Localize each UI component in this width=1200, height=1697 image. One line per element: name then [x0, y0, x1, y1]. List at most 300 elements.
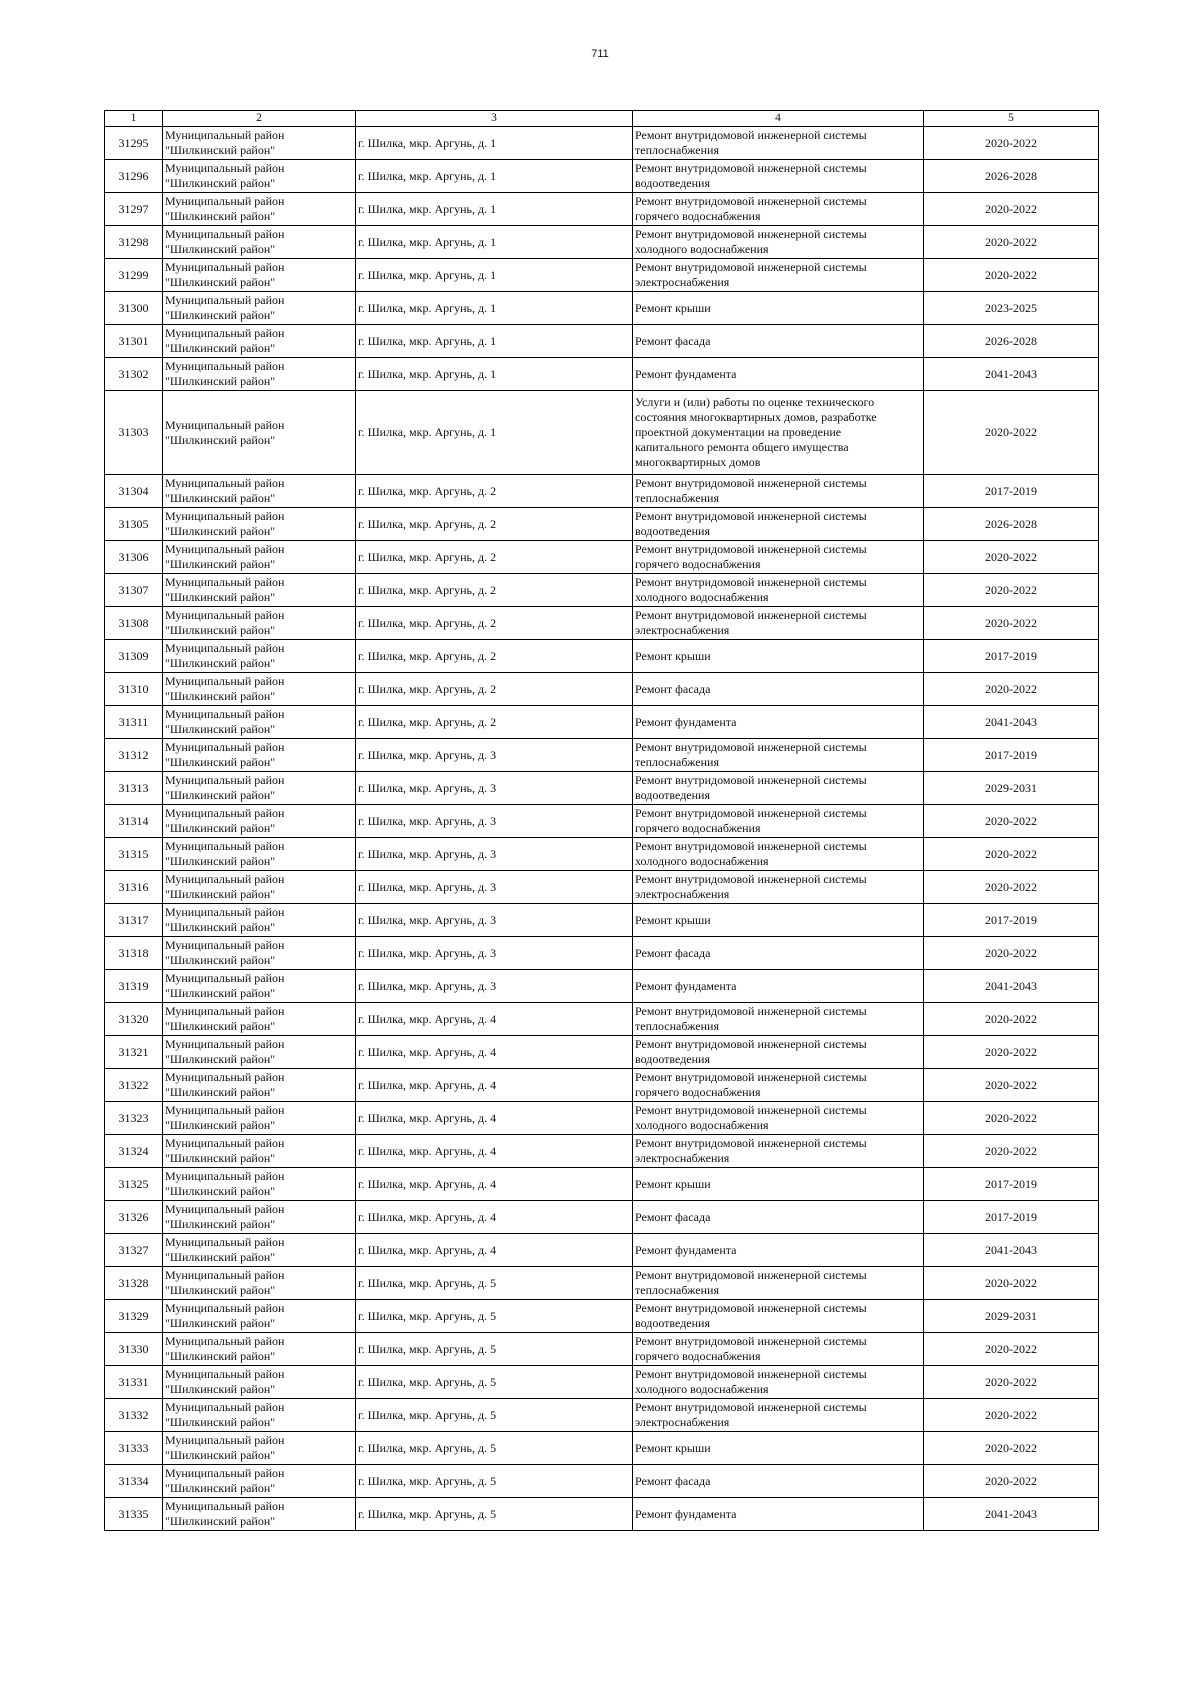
table-row	[105, 325, 1099, 358]
row-number-cell: 31315	[105, 838, 163, 871]
municipality-line: "Шилкинский район"	[165, 623, 276, 637]
work-type-line: Ремонт фундамента	[635, 1506, 737, 1521]
municipality-cell	[163, 1498, 356, 1531]
period-cell: 2026-2028	[924, 160, 1099, 193]
row-number-cell: 31309	[105, 640, 163, 673]
table-row	[105, 226, 1099, 259]
work-type-cell	[633, 193, 924, 226]
row-number-cell: 31317	[105, 904, 163, 937]
municipality-line: "Шилкинский район"	[165, 1052, 276, 1066]
row-number-cell: 31325	[105, 1168, 163, 1201]
municipality-line: "Шилкинский район"	[165, 1184, 276, 1198]
address-cell: г. Шилка, мкр. Аргунь, д. 3	[356, 739, 633, 772]
work-type-line: Ремонт фасада	[635, 1209, 711, 1224]
municipality-line: "Шилкинский район"	[165, 1316, 276, 1330]
work-type-line: Ремонт фасада	[635, 681, 711, 696]
address-cell: г. Шилка, мкр. Аргунь, д. 1	[356, 391, 633, 475]
table-row	[105, 904, 1099, 937]
period-cell: 2041-2043	[924, 1498, 1099, 1531]
municipality-line: "Шилкинский район"	[165, 1349, 276, 1363]
address-cell: г. Шилка, мкр. Аргунь, д. 2	[356, 706, 633, 739]
period-cell: 2020-2022	[924, 1135, 1099, 1168]
column-header-3: 3	[356, 111, 633, 127]
work-type-line: состояния многоквартирных домов, разработке	[635, 410, 877, 424]
work-type-line: водоотведения	[635, 1316, 710, 1330]
municipality-line: "Шилкинский район"	[165, 1514, 276, 1528]
row-number-cell: 31316	[105, 871, 163, 904]
municipality-line: "Шилкинский район"	[165, 242, 276, 256]
municipality-line: Муниципальный район	[165, 1103, 285, 1117]
municipality-line: "Шилкинский район"	[165, 1415, 276, 1429]
work-type-cell	[633, 1366, 924, 1399]
work-type-line: Ремонт внутридомовой инженерной системы	[635, 608, 867, 622]
work-type-cell	[633, 1102, 924, 1135]
municipality-cell	[163, 1432, 356, 1465]
municipality-line: "Шилкинский район"	[165, 854, 276, 868]
work-type-line: электроснабжения	[635, 275, 730, 289]
period-cell: 2020-2022	[924, 541, 1099, 574]
work-type-line: Ремонт внутридомовой инженерной системы	[635, 839, 867, 853]
period-cell: 2017-2019	[924, 739, 1099, 772]
municipality-line: Муниципальный район	[165, 476, 285, 490]
municipality-line: Муниципальный район	[165, 773, 285, 787]
period-cell: 2017-2019	[924, 1168, 1099, 1201]
work-type-cell	[633, 1432, 924, 1465]
municipality-line: "Шилкинский район"	[165, 656, 276, 670]
row-number-cell: 31329	[105, 1300, 163, 1333]
municipality-cell	[163, 391, 356, 475]
work-type-line: электроснабжения	[635, 1151, 730, 1165]
municipality-line: Муниципальный район	[165, 1433, 285, 1447]
address-cell: г. Шилка, мкр. Аргунь, д. 3	[356, 838, 633, 871]
municipality-cell	[163, 640, 356, 673]
table-body	[105, 111, 1099, 1531]
work-type-cell	[633, 1300, 924, 1333]
period-cell: 2020-2022	[924, 1465, 1099, 1498]
work-type-line: холодного водоснабжения	[635, 854, 769, 868]
work-type-cell	[633, 1036, 924, 1069]
address-cell: г. Шилка, мкр. Аргунь, д. 4	[356, 1201, 633, 1234]
work-type-line: холодного водоснабжения	[635, 1382, 769, 1396]
row-number-cell: 31306	[105, 541, 163, 574]
work-type-line: электроснабжения	[635, 1415, 730, 1429]
table-row	[105, 127, 1099, 160]
address-cell: г. Шилка, мкр. Аргунь, д. 4	[356, 1003, 633, 1036]
municipality-line: Муниципальный район	[165, 740, 285, 754]
municipality-line: Муниципальный район	[165, 260, 285, 274]
municipality-cell	[163, 739, 356, 772]
municipality-cell	[163, 226, 356, 259]
municipality-line: Муниципальный район	[165, 707, 285, 721]
address-cell: г. Шилка, мкр. Аргунь, д. 1	[356, 292, 633, 325]
municipality-cell	[163, 607, 356, 640]
row-number-cell: 31295	[105, 127, 163, 160]
table-row	[105, 1168, 1099, 1201]
municipality-line: Муниципальный район	[165, 674, 285, 688]
municipality-line: Муниципальный район	[165, 1499, 285, 1513]
address-cell: г. Шилка, мкр. Аргунь, д. 5	[356, 1267, 633, 1300]
work-type-cell	[633, 292, 924, 325]
municipality-line: Муниципальный район	[165, 194, 285, 208]
row-number-cell: 31318	[105, 937, 163, 970]
period-cell: 2017-2019	[924, 904, 1099, 937]
period-cell: 2023-2025	[924, 292, 1099, 325]
work-type-cell	[633, 1201, 924, 1234]
work-type-line: многоквартирных домов	[635, 455, 761, 469]
municipality-line: Муниципальный район	[165, 1202, 285, 1216]
row-number-cell: 31324	[105, 1135, 163, 1168]
municipality-cell	[163, 904, 356, 937]
work-type-cell	[633, 838, 924, 871]
municipality-cell	[163, 508, 356, 541]
municipality-line: Муниципальный район	[165, 575, 285, 589]
work-type-cell	[633, 607, 924, 640]
work-type-line: Ремонт внутридомовой инженерной системы	[635, 542, 867, 556]
work-type-line: Ремонт внутридомовой инженерной системы	[635, 1268, 867, 1282]
address-cell: г. Шилка, мкр. Аргунь, д. 5	[356, 1366, 633, 1399]
table-row	[105, 358, 1099, 391]
address-cell: г. Шилка, мкр. Аргунь, д. 1	[356, 259, 633, 292]
period-cell: 2020-2022	[924, 574, 1099, 607]
table-row	[105, 1003, 1099, 1036]
table-row	[105, 1201, 1099, 1234]
municipality-line: Муниципальный район	[165, 509, 285, 523]
row-number-cell: 31319	[105, 970, 163, 1003]
work-type-line: Ремонт внутридомовой инженерной системы	[635, 128, 867, 142]
table-row	[105, 1069, 1099, 1102]
municipality-line: Муниципальный район	[165, 1169, 285, 1183]
work-type-line: Ремонт крыши	[635, 1176, 711, 1191]
table-row	[105, 1465, 1099, 1498]
address-cell: г. Шилка, мкр. Аргунь, д. 3	[356, 805, 633, 838]
row-number-cell: 31305	[105, 508, 163, 541]
municipality-line: "Шилкинский район"	[165, 1019, 276, 1033]
work-type-cell	[633, 1333, 924, 1366]
municipality-line: "Шилкинский район"	[165, 209, 276, 223]
work-type-line: горячего водоснабжения	[635, 821, 761, 835]
work-type-cell	[633, 1168, 924, 1201]
municipality-line: Муниципальный район	[165, 542, 285, 556]
address-cell: г. Шилка, мкр. Аргунь, д. 5	[356, 1300, 633, 1333]
column-header-2: 2	[163, 111, 356, 127]
municipality-cell	[163, 1201, 356, 1234]
row-number-cell: 31304	[105, 475, 163, 508]
address-cell: г. Шилка, мкр. Аргунь, д. 5	[356, 1333, 633, 1366]
work-type-line: Ремонт внутридомовой инженерной системы	[635, 1301, 867, 1315]
municipality-line: Муниципальный район	[165, 1301, 285, 1315]
work-type-cell	[633, 508, 924, 541]
municipality-cell	[163, 475, 356, 508]
period-cell: 2020-2022	[924, 1333, 1099, 1366]
period-cell: 2020-2022	[924, 1069, 1099, 1102]
table-row	[105, 1234, 1099, 1267]
municipality-line: "Шилкинский район"	[165, 1118, 276, 1132]
row-number-cell: 31320	[105, 1003, 163, 1036]
table-row	[105, 1102, 1099, 1135]
municipality-line: Муниципальный район	[165, 1136, 285, 1150]
row-number-cell: 31334	[105, 1465, 163, 1498]
work-type-line: горячего водоснабжения	[635, 209, 761, 223]
row-number-cell: 31300	[105, 292, 163, 325]
address-cell: г. Шилка, мкр. Аргунь, д. 1	[356, 226, 633, 259]
work-type-cell	[633, 541, 924, 574]
municipality-line: "Шилкинский район"	[165, 491, 276, 505]
municipality-line: "Шилкинский район"	[165, 176, 276, 190]
work-type-cell	[633, 1069, 924, 1102]
municipality-line: "Шилкинский район"	[165, 1085, 276, 1099]
address-cell: г. Шилка, мкр. Аргунь, д. 4	[356, 1135, 633, 1168]
period-cell: 2041-2043	[924, 358, 1099, 391]
work-type-line: Ремонт внутридомовой инженерной системы	[635, 476, 867, 490]
municipality-line: Муниципальный район	[165, 971, 285, 985]
address-cell: г. Шилка, мкр. Аргунь, д. 2	[356, 541, 633, 574]
work-type-line: Ремонт внутридомовой инженерной системы	[635, 1004, 867, 1018]
work-type-line: Ремонт внутридомовой инженерной системы	[635, 161, 867, 175]
work-type-cell	[633, 871, 924, 904]
address-cell: г. Шилка, мкр. Аргунь, д. 3	[356, 970, 633, 1003]
work-type-line: холодного водоснабжения	[635, 1118, 769, 1132]
work-type-cell	[633, 904, 924, 937]
table-row	[105, 541, 1099, 574]
address-cell: г. Шилка, мкр. Аргунь, д. 2	[356, 673, 633, 706]
work-type-line: Услуги и (или) работы по оценке технического	[635, 395, 875, 409]
row-number-cell: 31326	[105, 1201, 163, 1234]
work-type-line: Ремонт внутридомовой инженерной системы	[635, 260, 867, 274]
address-cell: г. Шилка, мкр. Аргунь, д. 5	[356, 1498, 633, 1531]
work-type-cell	[633, 574, 924, 607]
work-type-line: водоотведения	[635, 524, 710, 538]
municipality-cell	[163, 193, 356, 226]
municipality-line: "Шилкинский район"	[165, 755, 276, 769]
municipality-line: "Шилкинский район"	[165, 1283, 276, 1297]
municipality-line: "Шилкинский район"	[165, 887, 276, 901]
work-type-line: водоотведения	[635, 788, 710, 802]
work-type-line: Ремонт внутридомовой инженерной системы	[635, 806, 867, 820]
work-type-line: теплоснабжения	[635, 491, 719, 505]
work-type-line: Ремонт внутридомовой инженерной системы	[635, 740, 867, 754]
work-type-line: Ремонт внутридомовой инженерной системы	[635, 194, 867, 208]
municipality-cell	[163, 1234, 356, 1267]
row-number-cell: 31297	[105, 193, 163, 226]
municipality-line: "Шилкинский район"	[165, 308, 276, 322]
work-type-cell	[633, 1003, 924, 1036]
table-row	[105, 193, 1099, 226]
municipality-cell	[163, 292, 356, 325]
municipality-line: Муниципальный район	[165, 1334, 285, 1348]
period-cell: 2020-2022	[924, 805, 1099, 838]
work-type-line: Ремонт фундамента	[635, 978, 737, 993]
municipality-line: "Шилкинский район"	[165, 722, 276, 736]
municipality-cell	[163, 706, 356, 739]
municipality-cell	[163, 970, 356, 1003]
municipality-cell	[163, 541, 356, 574]
row-number-cell: 31311	[105, 706, 163, 739]
work-type-line: холодного водоснабжения	[635, 242, 769, 256]
row-number-cell: 31307	[105, 574, 163, 607]
municipality-cell	[163, 1135, 356, 1168]
table-row	[105, 1333, 1099, 1366]
table-row	[105, 574, 1099, 607]
work-type-line: теплоснабжения	[635, 1283, 719, 1297]
address-cell: г. Шилка, мкр. Аргунь, д. 1	[356, 358, 633, 391]
row-number-cell: 31296	[105, 160, 163, 193]
row-number-cell: 31303	[105, 391, 163, 475]
work-type-cell	[633, 937, 924, 970]
work-type-line: Ремонт внутридомовой инженерной системы	[635, 1136, 867, 1150]
municipality-cell	[163, 1366, 356, 1399]
municipality-line: Муниципальный район	[165, 293, 285, 307]
table-row	[105, 739, 1099, 772]
period-cell: 2020-2022	[924, 1366, 1099, 1399]
work-type-line: Ремонт фасада	[635, 1473, 711, 1488]
work-type-line: Ремонт крыши	[635, 648, 711, 663]
period-cell: 2041-2043	[924, 706, 1099, 739]
work-type-cell	[633, 1267, 924, 1300]
address-cell: г. Шилка, мкр. Аргунь, д. 1	[356, 193, 633, 226]
municipality-cell	[163, 1003, 356, 1036]
work-type-cell	[633, 640, 924, 673]
municipality-line: Муниципальный район	[165, 839, 285, 853]
municipality-line: "Шилкинский район"	[165, 788, 276, 802]
municipality-line: "Шилкинский район"	[165, 143, 276, 157]
municipality-line: "Шилкинский район"	[165, 590, 276, 604]
work-type-cell	[633, 475, 924, 508]
table-row	[105, 1432, 1099, 1465]
table-row	[105, 805, 1099, 838]
column-header-4: 4	[633, 111, 924, 127]
period-cell: 2041-2043	[924, 1234, 1099, 1267]
work-type-line: Ремонт фундамента	[635, 714, 737, 729]
work-type-line: водоотведения	[635, 1052, 710, 1066]
period-cell: 2020-2022	[924, 391, 1099, 475]
table-row	[105, 1300, 1099, 1333]
municipality-line: Муниципальный район	[165, 128, 285, 142]
row-number-cell: 31312	[105, 739, 163, 772]
address-cell: г. Шилка, мкр. Аргунь, д. 2	[356, 607, 633, 640]
work-type-line: Ремонт крыши	[635, 300, 711, 315]
work-type-cell	[633, 706, 924, 739]
row-number-cell: 31330	[105, 1333, 163, 1366]
municipality-line: Муниципальный район	[165, 1004, 285, 1018]
table-row	[105, 607, 1099, 640]
municipality-line: Муниципальный район	[165, 1268, 285, 1282]
work-type-cell	[633, 1135, 924, 1168]
row-number-cell: 31322	[105, 1069, 163, 1102]
work-type-cell	[633, 391, 924, 475]
municipality-line: Муниципальный район	[165, 872, 285, 886]
table-row	[105, 1498, 1099, 1531]
address-cell: г. Шилка, мкр. Аргунь, д. 5	[356, 1465, 633, 1498]
row-number-cell: 31314	[105, 805, 163, 838]
municipality-cell	[163, 358, 356, 391]
period-cell: 2020-2022	[924, 937, 1099, 970]
work-type-line: теплоснабжения	[635, 1019, 719, 1033]
municipality-line: "Шилкинский район"	[165, 1250, 276, 1264]
work-type-line: Ремонт внутридомовой инженерной системы	[635, 1400, 867, 1414]
municipality-line: Муниципальный район	[165, 417, 285, 432]
municipality-cell	[163, 772, 356, 805]
period-cell: 2020-2022	[924, 838, 1099, 871]
municipality-line: Муниципальный район	[165, 1466, 285, 1480]
work-type-line: электроснабжения	[635, 887, 730, 901]
work-type-cell	[633, 805, 924, 838]
work-type-line: Ремонт внутридомовой инженерной системы	[635, 1103, 867, 1117]
municipality-cell	[163, 1168, 356, 1201]
address-cell: г. Шилка, мкр. Аргунь, д. 3	[356, 937, 633, 970]
municipality-line: "Шилкинский район"	[165, 953, 276, 967]
period-cell: 2020-2022	[924, 226, 1099, 259]
address-cell: г. Шилка, мкр. Аргунь, д. 4	[356, 1234, 633, 1267]
work-type-cell	[633, 127, 924, 160]
address-cell: г. Шилка, мкр. Аргунь, д. 4	[356, 1036, 633, 1069]
table-row	[105, 475, 1099, 508]
municipality-line: "Шилкинский район"	[165, 374, 276, 388]
table-row	[105, 970, 1099, 1003]
municipality-cell	[163, 805, 356, 838]
address-cell: г. Шилка, мкр. Аргунь, д. 1	[356, 160, 633, 193]
column-header-5: 5	[924, 111, 1099, 127]
table-row	[105, 937, 1099, 970]
period-cell: 2020-2022	[924, 1432, 1099, 1465]
work-type-line: горячего водоснабжения	[635, 557, 761, 571]
municipality-line: Муниципальный район	[165, 326, 285, 340]
table-row	[105, 1399, 1099, 1432]
row-number-cell: 31332	[105, 1399, 163, 1432]
work-type-cell	[633, 1465, 924, 1498]
work-type-cell	[633, 1234, 924, 1267]
municipality-line: "Шилкинский район"	[165, 1481, 276, 1495]
period-cell: 2029-2031	[924, 1300, 1099, 1333]
address-cell: г. Шилка, мкр. Аргунь, д. 2	[356, 475, 633, 508]
work-type-cell	[633, 325, 924, 358]
period-cell: 2020-2022	[924, 871, 1099, 904]
period-cell: 2017-2019	[924, 640, 1099, 673]
work-type-line: Ремонт фундамента	[635, 366, 737, 381]
period-cell: 2020-2022	[924, 607, 1099, 640]
work-type-cell	[633, 1498, 924, 1531]
column-number-row	[105, 111, 1099, 127]
address-cell: г. Шилка, мкр. Аргунь, д. 2	[356, 508, 633, 541]
row-number-cell: 31302	[105, 358, 163, 391]
municipality-line: "Шилкинский район"	[165, 821, 276, 835]
table-row	[105, 508, 1099, 541]
table-row	[105, 1366, 1099, 1399]
municipality-line: Муниципальный район	[165, 806, 285, 820]
row-number-cell: 31299	[105, 259, 163, 292]
work-type-line: электроснабжения	[635, 623, 730, 637]
address-cell: г. Шилка, мкр. Аргунь, д. 1	[356, 325, 633, 358]
work-type-line: холодного водоснабжения	[635, 590, 769, 604]
table-row	[105, 838, 1099, 871]
municipality-line: "Шилкинский район"	[165, 1217, 276, 1231]
work-type-cell	[633, 739, 924, 772]
municipality-line: Муниципальный район	[165, 1037, 285, 1051]
municipality-line: "Шилкинский район"	[165, 341, 276, 355]
work-type-cell	[633, 970, 924, 1003]
work-type-cell	[633, 226, 924, 259]
municipality-line: Муниципальный район	[165, 161, 285, 175]
work-type-cell	[633, 772, 924, 805]
row-number-cell: 31298	[105, 226, 163, 259]
municipality-cell	[163, 1399, 356, 1432]
work-type-line: Ремонт внутридомовой инженерной системы	[635, 1037, 867, 1051]
address-cell: г. Шилка, мкр. Аргунь, д. 2	[356, 640, 633, 673]
municipality-cell	[163, 937, 356, 970]
work-type-line: Ремонт внутридомовой инженерной системы	[635, 227, 867, 241]
municipality-cell	[163, 1267, 356, 1300]
table-row	[105, 640, 1099, 673]
work-type-line: Ремонт крыши	[635, 912, 711, 927]
